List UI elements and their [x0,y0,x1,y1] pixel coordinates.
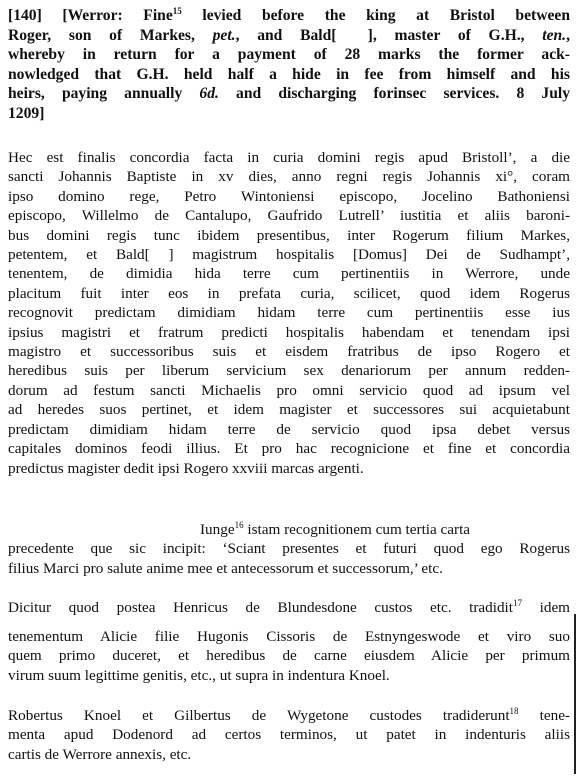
paragraph-line: episcopo, Willelmo de Cantalupo, Gaufrido Lutrell’ iustitia et aliis baroni- [8,207,570,225]
paragraph-line: precedente que sic incipit: ‘Sciant presentes et futuri quod ego Rogerus [8,540,570,558]
note-paragraph-dicitur-cont [8,627,570,685]
heading-line-3: whereby in return for a payment of 28 marks the former ack- [8,46,570,63]
paragraph-line: virum suum legittime genitis, etc., ut supra in indentura Knoel. [8,666,390,684]
paragraph-line: magistro et successoribus suis et eisdem fratribus de ipso Rogero et [8,343,570,361]
paragraph-line: petentem, et Bald[ ] magistrum hospitalis [Domus] Dei de Sudhampt’, [8,246,570,264]
paragraph-line: Hec est finalis concordia facta in curia domini regis apud Bristoll’, a die [8,149,570,166]
heading-line-2: Roger, son of Markes, pet., and Bald[ ], master of G.H., ten., [8,26,570,44]
paragraph-line: quem primo duceret, et heredibus de carne eiusdem Alicie per primum [8,647,570,665]
note-paragraph-dicitur [8,598,570,617]
paragraph-line: tenementum Alicie filie Hugonis Cissoris de Estnyngeswode et viro suo [8,628,570,645]
paragraph-line: Iunge$^{16}$ istam recognitionem cum tertia carta [200,520,471,538]
footnote-ref: 16 [234,520,244,530]
paragraph-line: ipsius magistri et fratrum predicti hospitalis habendam et tenendam ipsi [8,323,570,341]
paragraph-line: predictam dimidiam hidam terre de servicio quod ipsa debet versus [8,420,570,438]
paragraph-line: filius Marci pro salute anime mee et antecessorum et successorum,’ etc. [8,559,443,577]
note-paragraph-iunge [8,520,570,578]
paragraph-line: capitales dominos feodi illius. Et pro hac recognicione et fine et concordia [8,440,570,458]
paragraph-line: ad heredes suos pertinet, et idem magister et successores sui acquietabunt [8,401,570,419]
heading-line-1: [140] [Werror: Fine$^{15}$ levied before the king at Bristol between [8,6,570,24]
paragraph-line: heredibus suis per liberum servicium sex denariorum per annum redden- [8,362,570,380]
fine-text-paragraph [8,148,570,478]
paragraph-line: tenentem, de dimidia hida terre cum pertinentiis in Werrore, unde [8,265,570,283]
entry-heading [8,6,570,123]
paragraph-line: placitum fuit inter eos in prefata curia, scilicet, quod idem Rogerus [8,284,570,302]
paragraph-line: menta apud Dodenord ad certos terminos, ut patet in indenturis aliis [8,726,570,744]
paragraph-line: dorum ad festum sancti Michaelis pro omni servicio quod ad ipsum vel [8,381,570,399]
paragraph-line: recognovit predictam dimidiam hidam terre cum pertinentiis esse ius [8,304,570,322]
paragraph-line: cartis de Werrore annexis, etc. [8,745,192,763]
paragraph-line: bus domini regis tunc ibidem presentibus, inter Rogerum filium Markes, [8,226,570,244]
footnote-ref: 15 [172,6,182,16]
heading-line-6: 1209] [8,104,45,122]
heading-line-4: nowledged that G.H. held half a hide in fee from himself and his [8,65,570,83]
paragraph-line: predictus magister dedit ipsi Rogero xxviii marcas argenti. [8,459,364,477]
heading-line-5: heirs, paying annually 6d. and discharging forinsec services. 8 July [8,85,570,102]
note-paragraph-robertus [8,706,570,764]
paragraph-line: ipso domino rege, Petro Wintoniensi episcopo, Jocelino Bathoniensi [8,187,570,205]
footnote-ref: 17 [513,598,522,608]
paragraph-line: sancti Johannis Baptiste in xv dies, anno regni regis Johannis xi°, coram [8,168,570,186]
paragraph-line: Dicitur quod postea Henricus de Blundesdone custos etc. tradidit$^{17}$ idem [8,598,570,616]
footnote-ref: 18 [509,706,519,716]
paragraph-line: Robertus Knoel et Gilbertus de Wygetone custodes tradiderunt$^{18}$ tene- [8,706,570,724]
